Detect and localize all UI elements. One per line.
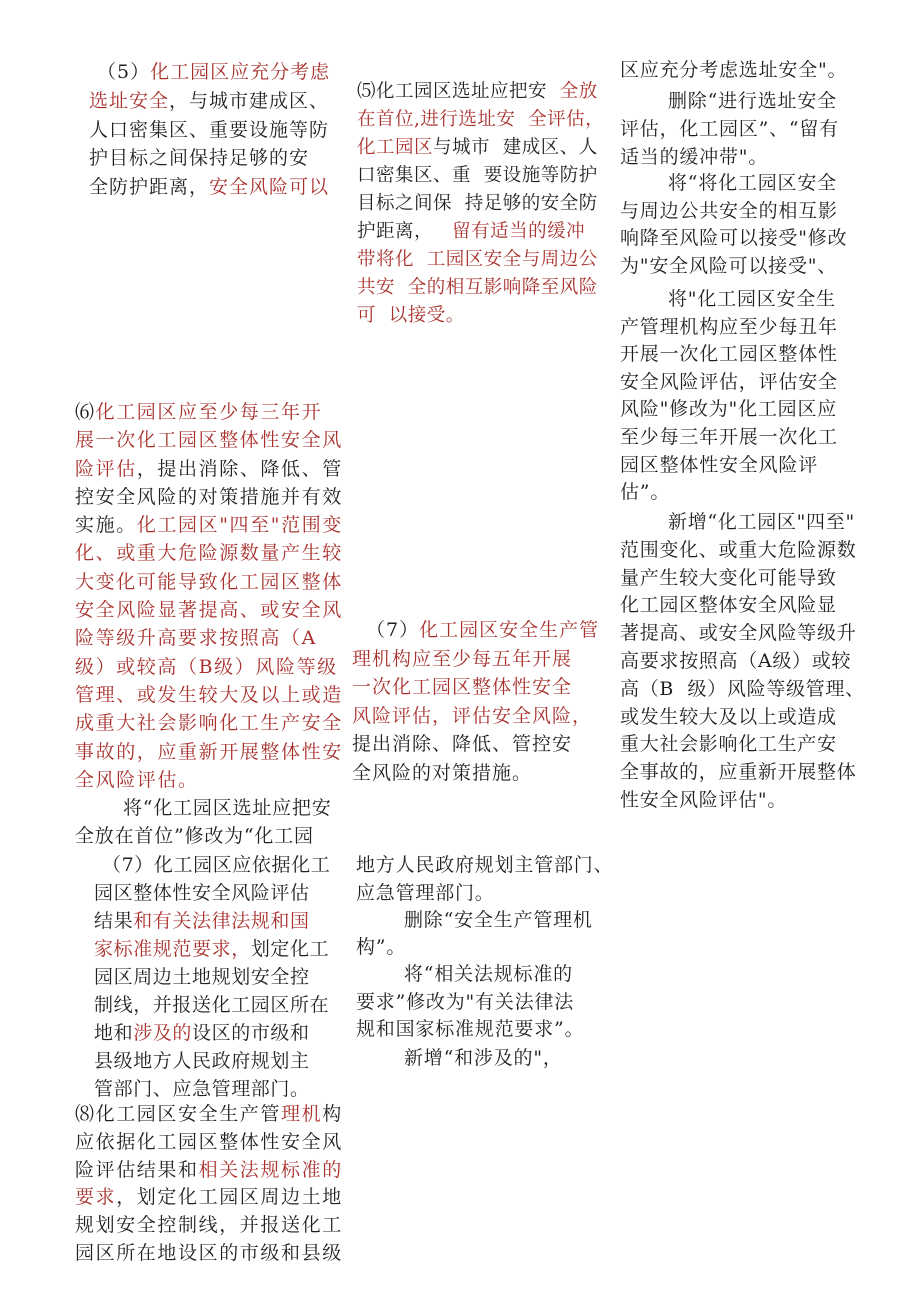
marked-text: 理机构应至少每五年开展 [352,647,573,670]
plain-text: 全防护距离， [89,176,210,198]
plain-text: 全风险的对策措施。 [352,761,533,784]
text-line [352,759,599,788]
text-line [357,190,604,218]
text-line [89,87,330,116]
note-replace-1 [620,170,847,281]
text-line [620,479,838,507]
text-line [620,314,838,342]
marked-text: 在首位,进行选址安 全评估， [357,109,605,130]
text-line [357,302,604,330]
marked-text: 涉及的 [133,1022,193,1044]
marked-text: 共安 全的相互影响降至风险 [357,277,598,298]
plain-text: 人口密集区、重要设施等防 [89,118,330,141]
text-line [75,681,343,709]
plain-text: 量产生较大变化可能导致 [620,566,837,589]
marked-text: 相关法规标准的 [198,1158,343,1181]
note-delete [356,907,593,961]
text-line [94,1075,330,1103]
text-line [620,731,865,759]
text-line [620,565,865,593]
plain-text: 应依据化工园区整体性安全风 [75,1130,343,1153]
marked-text: 安全风险显著提高、或安全风 [75,599,343,622]
text-line [94,935,330,963]
text-line [75,653,343,681]
plain-text: ⑸化工园区选址应把安 [357,81,560,102]
text-line [620,648,865,676]
plain-text: 响降至风险可以接受"修改 [620,227,848,250]
item-6-original-text [75,398,343,794]
text-line [75,483,343,511]
marked-text: 理机 [281,1103,323,1125]
text-line [356,851,613,879]
marked-text: 选址安全 [89,89,170,112]
plain-text: 或发生较大及以上或造成 [620,705,837,728]
marked-text: 化工园区应至少每三年开 [95,401,323,423]
plain-text: ，划定化工园区周边土地 [116,1186,343,1209]
note-delete [620,87,839,171]
text-line [94,1047,330,1075]
marked-text: 一次化工园区整体性安全 [352,676,573,699]
text-line [75,709,343,737]
marked-text: 险评估 [75,457,137,480]
plain-text: （7）化工园区应依据化工 [102,854,331,876]
text-line [620,143,839,171]
text-line [620,396,838,424]
plain-text: 估”。 [620,481,671,504]
plain-text: 著提高、或安全风险等级升 [620,622,857,645]
text-line [75,738,343,766]
text-line [75,1157,343,1185]
plain-text: 要求”修改为"有关法律法 [356,990,575,1013]
plain-text: 范围变化、或重大危险源数 [620,538,857,561]
text-line [620,286,838,314]
text-line [94,907,330,935]
text-line [89,173,330,202]
text-line [75,822,332,850]
marked-text: 全放 [559,81,598,102]
marked-text: 化、或重大危险源数量产生较 [75,542,343,565]
plain-text: （7） [366,619,420,641]
marked-text: 全风险评估。 [75,768,199,791]
plain-text: 风险"修改为"化工园区应 [620,398,838,421]
plain-text: 园区周边土地规划安全控 [94,966,310,988]
plain-text: （5） [97,61,151,83]
plain-text: 应急管理部门。 [356,882,495,904]
text-line [620,537,865,565]
text-line [620,452,838,480]
text-line [620,115,839,143]
marked-text: 管理、或发生较大及以上或造 [75,683,343,706]
marked-text: 可 以接受。 [357,305,465,326]
text-line [94,1019,330,1047]
text-line [357,134,604,162]
plain-text: 实施。 [75,514,137,537]
text-line [75,539,343,567]
plain-text: 高（B 级）风险等级管理、 [620,677,865,700]
marked-text: 家标准规范要求， [94,938,251,960]
marked-text: 带将化 工园区安全与周边公 [357,249,598,270]
plain-text: 园区整体性安全风险评 [620,453,819,476]
text-line [620,170,847,198]
text-line [356,961,584,989]
text-line [94,879,330,907]
text-line [352,645,599,674]
text-line [620,225,847,253]
plain-text: 设区的市级和 [192,1022,310,1044]
text-line [620,620,865,648]
plain-text: 与城市 建成区、人 [433,137,598,158]
marked-text: 化工园区安全生产管 [419,619,600,641]
marked-text: 险等级升高要求按照高（A [75,627,317,650]
text-line [357,162,604,190]
plain-text: 区应充分考虑选址安全"。 [620,59,848,81]
plain-text: 险评估结果和 [75,1158,199,1181]
plain-text: 将“化工园区选址应把安 [123,797,332,819]
plain-text: 控安全风险的对策措施并有效 [75,485,343,508]
plain-text: 将"化工园区安全生 [668,288,836,310]
text-line [357,78,604,106]
note-continuation [620,56,847,84]
text-line [357,246,604,274]
text-line [75,1101,343,1129]
text-line [89,116,330,145]
item-5-original-text [89,58,330,202]
plain-text: 与周边公共安全的相互影 [620,199,838,222]
note-item-5-replace [75,794,332,850]
plain-text: 提出消除、降低、管控安 [352,733,573,756]
text-line [357,106,604,134]
text-line [620,676,865,704]
marked-text: 化工园区应充分考虑 [150,61,331,83]
text-line [356,879,613,907]
plain-text: 性安全风险评估"。 [620,788,788,811]
text-line [620,509,865,537]
text-line [356,907,593,934]
text-line [75,596,343,624]
text-line [620,87,839,115]
note-add [620,509,865,815]
text-line [89,144,330,173]
marked-text: 风险评估，评估安全风险， [352,704,593,727]
text-line [75,1184,343,1212]
plain-text: 园区整体性安全风险评估 [94,882,310,904]
text-line [75,1212,343,1240]
plain-text: 开展一次化工园区整体性 [620,343,838,366]
plain-text: 规划安全控制线，并报送化工 [75,1214,343,1237]
text-line [357,218,604,246]
marked-text: 留有适当的缓冲 [452,221,586,242]
note-replace [356,961,584,1044]
plain-text: 园区所在地设区的市级和县级 [75,1241,343,1264]
text-line [620,253,847,281]
plain-text: 删除“安全生产管理机 [404,909,593,931]
item-8-original-text [75,1101,343,1268]
text-line [356,989,584,1017]
text-line [89,58,330,87]
text-line [75,624,343,652]
text-line [356,934,593,961]
plain-text: 规和国家标准规范要求”。 [356,1018,585,1041]
text-line [352,730,599,759]
plain-text: 删除“进行选址安全 [668,90,837,112]
text-line [620,787,865,815]
text-line [356,1016,584,1044]
plain-text: 化工园区整体安全风险显 [620,594,837,617]
text-line [357,274,604,302]
text-line [620,424,838,452]
note-replace-2 [620,286,838,507]
plain-text: 全事故的，应重新开展整体 [620,761,857,784]
text-line [75,511,343,539]
marked-text: 安全风险可以 [209,176,330,198]
plain-text: 至少每三年开展一次化工 [620,425,838,448]
plain-text: 护距离， [357,221,453,242]
plain-text: 评估，化工园区”、“留有 [620,118,840,140]
note-continuation [356,851,613,907]
marked-text: 大变化可能导致化工园区整体 [75,570,343,593]
plain-text: 构”。 [356,936,407,958]
item-7-original-text [352,616,599,788]
plain-text: 新增“化工园区"四至" [668,511,855,533]
text-line [75,1129,343,1157]
text-line [75,426,343,454]
text-line [620,341,838,369]
text-line [620,759,865,787]
item-7-revised-text [94,851,330,1103]
text-line [75,766,343,794]
plain-text: 地方人民政府规划主管部门、 [356,854,614,876]
plain-text: 县级地方人民政府规划主 [94,1050,310,1072]
marked-text: 事故的，应重新开展整体性安 [75,740,343,763]
plain-text: 将“相关法规标准的 [404,963,573,985]
plain-text: 高要求按照高（A级）或较 [620,649,852,672]
marked-text: 成重大社会影响化工生产安全 [75,712,343,735]
plain-text: 护目标之间保持足够的安 [89,147,310,170]
marked-text: 和有关法律法规和国 [133,910,310,932]
text-line [75,794,332,822]
text-line [356,1044,563,1072]
text-line [352,616,599,645]
text-line [75,1240,343,1268]
text-line [620,56,847,84]
text-line [75,568,343,596]
plain-text: ，与城市建成区、 [169,89,330,112]
plain-text: 新增“和涉及的"， [404,1047,563,1069]
marked-text: 展一次化工园区整体性安全风 [75,429,343,452]
plain-text: ⑻化工园区安全生产管 [75,1103,282,1125]
plain-text: 全放在首位”修改为“化工园 [75,825,314,847]
plain-text: 重大社会影响化工生产安 [620,733,837,756]
plain-text: ，提出消除、降低、管 [136,457,343,480]
text-line [352,673,599,702]
plain-text: 为"安全风险可以接受"、 [620,255,838,278]
plain-text: 管部门、应急管理部门。 [94,1078,310,1100]
text-line [75,398,343,426]
plain-text: 产管理机构应至少每丑年 [620,315,838,338]
marked-text: 级）或较高（B级）风险等级 [75,655,338,678]
marked-text: 化工园区 [357,137,434,158]
text-line [94,963,330,991]
plain-text: 结果 [94,910,134,932]
text-line [620,592,865,620]
plain-text: 口密集区、重 要设施等防护 [357,165,598,186]
plain-text: 构 [322,1103,343,1125]
plain-text: 地和 [94,1022,134,1044]
marked-text: 化工园区"四至"范围变 [136,514,343,537]
text-line [620,369,838,397]
plain-text: 适当的缓冲带"。 [620,146,769,168]
text-line [352,702,599,731]
plain-text: 目标之间保 持足够的安全防 [357,193,598,214]
text-line [94,991,330,1019]
text-line [620,198,847,226]
plain-text: 安全风险评估，评估安全 [620,370,838,393]
item-5-revised-text [357,78,604,330]
text-line [94,851,330,879]
note-add [356,1044,563,1072]
text-line [620,704,865,732]
marked-text: 要求 [75,1186,117,1209]
plain-text: 制线，并报送化工园区所在 [94,994,330,1016]
plain-text: 将“将化工园区安全 [668,172,837,194]
plain-text: 划定化工 [250,938,330,960]
text-line [75,455,343,483]
plain-text: ⑹ [75,401,96,423]
